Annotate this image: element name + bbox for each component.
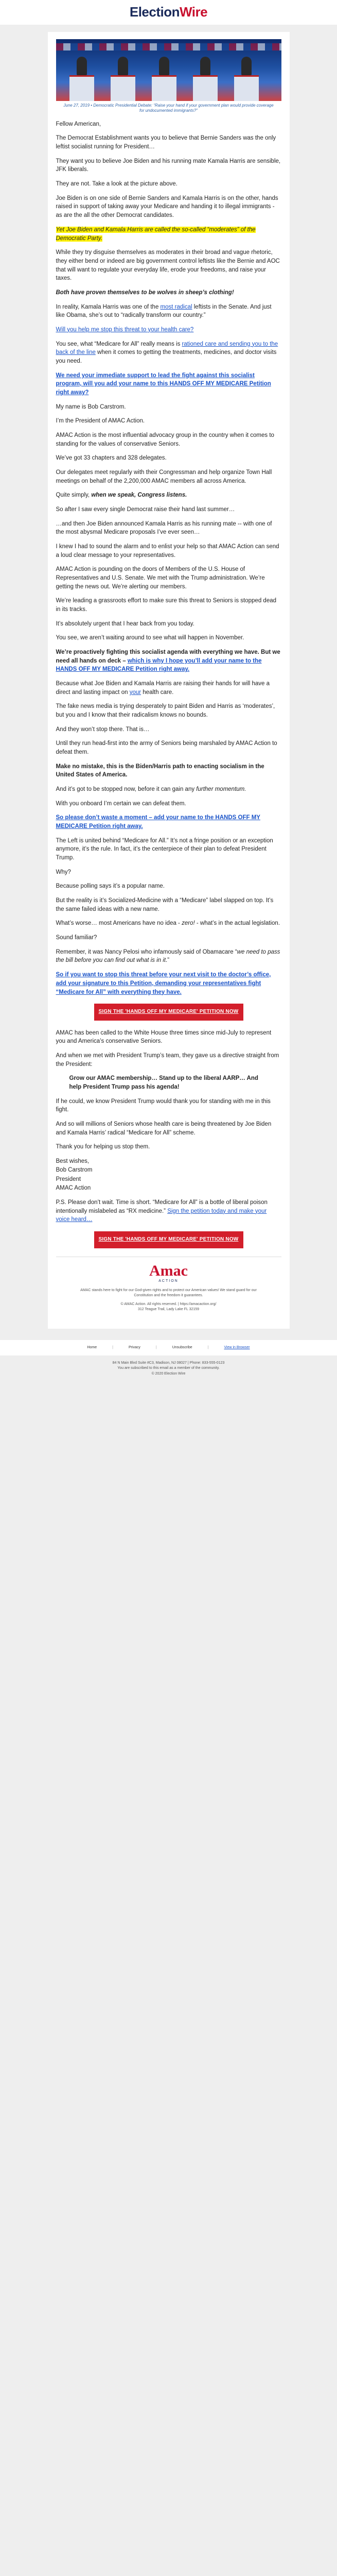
paragraph: AMAC Action is the most influential advocacy group in the country when it comes to standing for the values of conservative Seniors. [56,432,274,447]
candidate-figure [118,57,128,75]
text-span: Remember, it was Nancy Pelosi who infamously said of Obamacare “ [56,948,237,955]
candidate-figure [200,57,210,75]
text-span: In reality, Kamala Harris was one of the [56,303,161,310]
sign-petition-button[interactable]: SIGN THE 'HANDS OFF MY MEDICARE' PETITION NOW [94,1004,243,1021]
paragraph: You see, we aren’t waiting around to see what will happen in November. [56,635,244,641]
copyright-text: © AMAC Action. All rights reserved. | https://amacaction.org/ [120,1302,217,1307]
italic-text: zero! [182,920,195,927]
sign-petition-link[interactable]: Sign the petition today and make your voice heard… [56,1208,267,1223]
paragraph [56,919,281,928]
logo-election-text: Election [129,4,180,20]
paragraph: It’s absolutely urgent that I hear back from you today. [56,620,194,627]
help-stop-threat-link[interactable]: Will you help me stop this threat to your health care? [56,326,194,333]
text-span: What’s worse… most Americans have no idea - [56,920,182,927]
paragraph: Why? [56,869,71,875]
paragraph: AMAC Action is pounding on the doors of Members of the U.S. House of Representatives and U.S. Senate. We met with the Trump administration. We’re getting the news out. We’re alerting our members. [56,566,265,590]
paragraph: We’ve got 33 chapters and 328 delegates. [56,455,167,462]
paragraph [56,971,281,996]
paragraph [56,814,281,831]
petition-link[interactable]: which is why I hope you’ll add your name to the HANDS OFF MY MEDICARE Petition right away. [56,657,262,673]
text-span: .” [166,957,170,964]
logo-wire-text: Wire [180,4,208,20]
sender-address: 84 N Main Blvd Suite #C3, Madison, NJ 08027 | Phone: 833-555-0123 [112,1361,225,1365]
podium [111,75,135,101]
email-card [48,32,290,1329]
signoff: Best wishes, [56,1158,90,1165]
greeting: Fellow American, [56,121,101,127]
paragraph [56,491,281,500]
podium [152,75,176,101]
spacer [0,1377,337,1387]
paragraph: The Left is united behind “Medicare for All.” It’s not a fringe position or an exception anymore, it’s the rule. In fact, it’s the centerpiece of their plan to defeat President Trump. [56,837,273,861]
podium [234,75,259,101]
footer-address: 312 Teague Trail, Lady Lake FL 32159 [137,1308,200,1312]
text-span: - what’s in the actual legislation. [194,920,280,927]
footer-link-unsubscribe[interactable]: Unsubscribe [172,1345,192,1349]
candidate-figure [159,57,169,75]
paragraph: And when we met with President Trump’s team, they gave us a directive straight from the President: [56,1053,279,1067]
amac-logo-subtext: ACTION [158,1279,179,1283]
paragraph: With you onboard I’m certain we can defeat them. [56,800,186,807]
paragraph [56,303,281,320]
italic-text: further momentum. [196,786,246,793]
paragraph: They are not. Take a look at the picture above. [56,181,178,188]
trump-directive-quote: Grow our AMAC membership… Stand up to the liberal AARP… And help President Trump pass his agenda! [69,1075,258,1091]
paragraph [56,340,281,366]
petition-link[interactable]: So if you want to stop this threat before your next visit to the doctor’s office, add your signature to this Petition, demanding your representatives fight “Medicare for All” with everything they have. [56,972,271,995]
paragraph: If he could, we know President Trump would thank you for standing with me in this fight. [56,1098,271,1113]
paragraph [56,680,281,697]
paragraph: And so will millions of Seniors whose health care is being threatened by Joe Biden and Kamala Harris’ radical “Medicare for All” scheme. [56,1121,272,1136]
paragraph [56,948,281,965]
quote-text: we need to pass the bill before you can find out what is in it [56,948,280,964]
bold-text: We’re proactively fighting this socialist agenda with everything we have. But we need all hands on deck – [56,649,280,664]
paragraph: The Democrat Establishment wants you to believe that Bernie Sanders was the only leftist socialist running for President… [56,135,276,150]
paragraph: Joe Biden is on one side of Bernie Sanders and Kamala Harris is on the other, hands raised in support of taking away your Medicare and handing it to illegal immigrants - as are the all the other Democrat candidates. [56,195,278,219]
separator: | [112,1345,113,1349]
paragraph [56,648,281,674]
paragraph: So after I saw every single Democrat raise their hand last summer… [56,506,235,513]
paragraph: I knew I had to sound the alarm and to enlist your help so that AMAC Action can send a loud clear message to your representatives. [56,543,279,558]
signer-name: Bob Carstrom [56,1167,93,1174]
hero-caption: June 27, 2019 • Democratic Presidential Debate: “Raise your hand if your government plan would provide coverage for undocumented immigrants?” [63,103,274,113]
paragraph: They want you to believe Joe Biden and his running mate Kamala Harris are sensible, JFK liberals. [56,158,281,173]
footer-link-home[interactable]: Home [87,1345,97,1349]
paragraph: The fake news media is trying desperately to paint Biden and Harris as ‘moderates’, but you and I know that their radicalism knows no bounds. [56,703,275,719]
separator: | [207,1345,209,1349]
flag-stripes [56,43,281,50]
paragraph: AMAC has been called to the White House three times since mid-July to represent you and America’s conservative Seniors. [56,1029,272,1045]
paragraph: While they try disguise themselves as moderates in their broad and vague rhetoric, they either bend or indeed are big government control leftists like the Bernie and AOC that will want to regulate your everyday life, erode your freedoms, and raise your taxes. [56,249,280,282]
text-span: leftists in the Senate. And just like Obama, she’s out to “radically transform our country.” [56,303,272,319]
paragraph: But the reality is it’s Socialized-Medicine with a “Medicare” label slapped on top. It’s the same failed ideas with a new name. [56,897,274,912]
sign-petition-button[interactable]: SIGN THE 'HANDS OFF MY MEDICARE' PETITION NOW [94,1231,243,1248]
paragraph: Because polling says it’s a popular name. [56,883,165,890]
text-span: when it comes to getting the treatments, medicines, and doctor visits you need. [56,349,277,364]
paragraph: I’m the President of AMAC Action. [56,418,145,425]
paragraph: My name is Bob Carstrom. [56,403,126,410]
text-span: Quite simply, [56,492,92,499]
header-bar [0,0,337,25]
paragraph: Until they run head-first into the army of Seniors being marshaled by AMAC Action to defeat them. [56,740,277,756]
election-wire-logo[interactable] [130,3,207,22]
footer-link-privacy[interactable]: Privacy [128,1345,140,1349]
highlighted-paragraph [56,226,281,243]
footer-link-view-in-browser[interactable]: View in Browser [224,1345,250,1349]
text-span: You see, what “Medicare for All” really means is [56,341,182,347]
sender-copyright: © 2020 Election Wire [151,1371,186,1376]
paragraph: And they won’t stop there. That is… [56,726,150,733]
footer-links [0,1340,337,1355]
highlighted-text: Yet Joe Biden and Kamala Harris are called the so-called “moderates” of the Democratic Party. [56,226,256,242]
candidate-figure [241,57,252,75]
text-span: P.S. Please don’t wait. Time is short. “Medicare for All” is a bottle of liberal poison intentionally mislabeled as “RX medicine.” [56,1199,268,1214]
amac-action-logo[interactable] [56,1263,281,1284]
your-link[interactable]: your [129,689,141,696]
text-span: Because what Joe Biden and Kamala Harris are raising their hands for will have a direct and lasting impact on [56,681,270,696]
podium [69,75,94,101]
debate-hero-image [56,39,281,101]
text-span: And it’s got to be stopped now, before it can gain any [56,786,197,793]
signer-org: AMAC Action [56,1184,91,1191]
petition-link[interactable]: So please don’t waste a moment – add your name to the HANDS OFF MY MEDICARE Petition right away. [56,815,260,830]
emphasis-text: when we speak, Congress listens. [91,492,187,499]
paragraph: Make no mistake, this is the Biden/Harris path to enacting socialism in the United States of America. [56,763,264,778]
paragraph: …and then Joe Biden announced Kamala Harris as his running mate -- with one of the most abysmal Medicare proposals I’ve ever seen… [56,520,272,536]
paragraph [56,326,281,334]
sender-info [0,1361,337,1377]
subscription-notice: You are subscribed to this email as a member of the community. [117,1366,220,1370]
paragraph: We’re leading a grassroots effort to make sure this threat to Seniors is stopped dead in its tracks. [56,598,277,613]
paragraph: Thank you for helping us stop them. [56,1144,150,1150]
text-span: health care. [141,689,174,696]
signature-block [56,1157,281,1193]
postscript [56,1198,281,1224]
paragraph: Our delegates meet regularly with their Congressman and help organize Town Hall meetings on behalf of the 2,200,000 AMAC members all across America. [56,469,272,484]
paragraph [56,371,281,397]
paragraph: Sound familiar? [56,935,97,941]
footer-mission: AMAC stands here to fight for our God-given rights and to protect our American values! We stand guard for our Constitution and the freedom it guarantees. [80,1288,257,1297]
separator: | [155,1345,157,1349]
signer-title: President [56,1176,81,1182]
paragraph [56,785,281,794]
footer-copyright [72,1302,266,1312]
candidate-figure [77,57,87,75]
podium [193,75,218,101]
most-radical-link[interactable]: most radical [160,303,192,310]
paragraph: Both have proven themselves to be wolves in sheep’s clothing! [56,289,234,296]
petition-link[interactable]: We need your immediate support to lead the fight against this socialist program, will you add your name to this HANDS OFF MY MEDICARE Petition right away? [56,372,271,396]
rationed-care-link[interactable]: rationed care and sending you to the back of the line [56,341,278,356]
amac-logo-text: Amac [149,1262,188,1279]
